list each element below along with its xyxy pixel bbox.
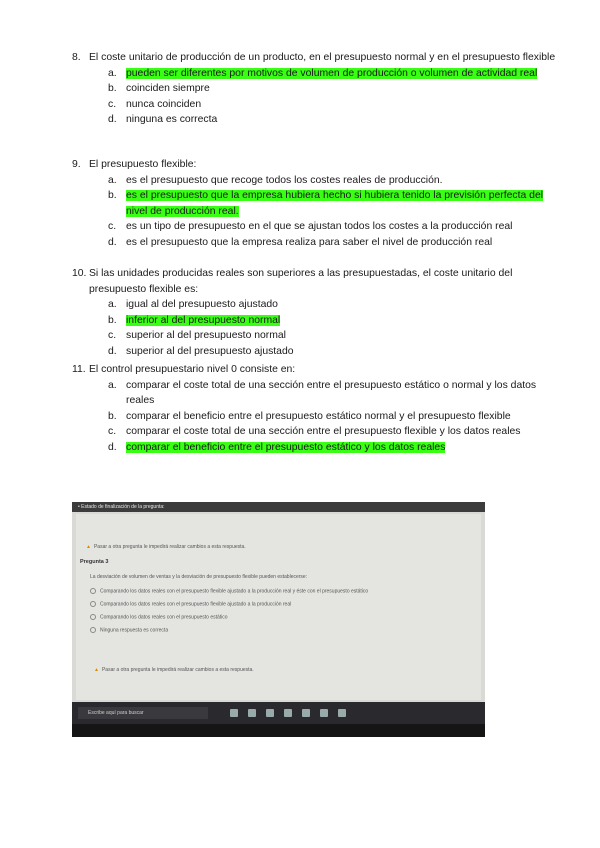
option-a bbox=[108, 297, 562, 313]
option-letter: a. bbox=[108, 379, 117, 391]
option-c bbox=[108, 328, 562, 344]
option-d bbox=[108, 112, 562, 128]
photo-warning-2 bbox=[94, 667, 254, 673]
question-text: El coste unitario de producción de un producto, en el presupuesto normal y en el presupuesto flexible bbox=[89, 52, 556, 63]
option-b bbox=[108, 81, 562, 97]
option-text: es un tipo de presupuesto en el que se ajustan todos los costes a la producción real bbox=[126, 221, 513, 232]
question-8 bbox=[72, 50, 562, 128]
question-9 bbox=[72, 157, 562, 250]
option-text-highlighted: es el presupuesto que la empresa hubiera hecho si hubiera tenido la previsión perfecta del nivel de producción real. bbox=[126, 190, 544, 217]
option-text-highlighted: inferior al del presupuesto normal bbox=[126, 314, 281, 326]
warning-triangle-icon: ▲ bbox=[86, 544, 91, 550]
photo-status-text: • Estado de finalización de la pregunta: bbox=[78, 504, 165, 510]
question-text: El presupuesto flexible: bbox=[89, 159, 197, 170]
options-list bbox=[72, 297, 562, 359]
option-text: igual al del presupuesto ajustado bbox=[126, 299, 278, 310]
radio-icon bbox=[90, 614, 96, 620]
option-text: superior al del presupuesto normal bbox=[126, 330, 286, 341]
option-c bbox=[108, 97, 562, 113]
option-letter: b. bbox=[108, 83, 117, 94]
option-letter: c. bbox=[108, 426, 117, 437]
photo-option bbox=[90, 627, 168, 633]
store-icon bbox=[284, 709, 292, 717]
option-b bbox=[108, 409, 562, 425]
option-letter: b. bbox=[108, 190, 117, 201]
option-text-highlighted: comparar el beneficio entre el presupuesto estático y los datos reales bbox=[126, 441, 446, 453]
photo-search-placeholder: Escribe aquí para buscar bbox=[88, 710, 144, 716]
photo-option-text: Comparando los datos reales con el presupuesto estático bbox=[100, 614, 228, 621]
option-text: superior al del presupuesto ajustado bbox=[126, 345, 294, 357]
photo-option bbox=[90, 601, 291, 607]
photo-top-bar bbox=[72, 502, 485, 512]
option-letter: c. bbox=[108, 98, 117, 110]
option-text: ninguna es correcta bbox=[126, 114, 218, 125]
photo-option bbox=[90, 614, 228, 620]
option-letter: b. bbox=[108, 410, 117, 422]
options-list bbox=[72, 66, 562, 128]
option-letter: b. bbox=[108, 314, 117, 326]
option-a bbox=[108, 66, 562, 82]
question-number: 9. bbox=[72, 159, 81, 170]
photo-taskbar bbox=[72, 702, 485, 724]
option-letter: c. bbox=[108, 221, 117, 232]
photo-question-title: Pregunta 3 bbox=[80, 559, 109, 565]
option-c bbox=[108, 424, 562, 440]
option-letter: d. bbox=[108, 236, 117, 248]
edge-icon bbox=[248, 709, 256, 717]
explorer-icon bbox=[266, 709, 274, 717]
option-text: coinciden siempre bbox=[126, 83, 210, 94]
option-text: es el presupuesto que la empresa realiza para saber el nivel de producción real bbox=[126, 236, 493, 248]
option-text: comparar el coste total de una sección entre el presupuesto flexible y los datos reales bbox=[126, 426, 521, 437]
photo-option bbox=[90, 588, 368, 594]
photo-option-text: Comparando los datos reales con el presupuesto flexible ajustado a la producción real bbox=[100, 601, 292, 608]
option-letter: a. bbox=[108, 299, 117, 310]
option-letter: d. bbox=[108, 114, 117, 125]
question-number: 8. bbox=[72, 52, 81, 63]
option-b bbox=[108, 313, 562, 329]
photo-warning-text: Pasar a otra pregunta le impedirá realizar cambios a esta respuesta. bbox=[101, 667, 254, 673]
option-text: comparar el coste total de una sección entre el presupuesto estático o normal y los datos reales bbox=[126, 379, 537, 406]
photo-bottom-edge bbox=[72, 724, 485, 737]
question-text: Si las unidades producidas reales son superiores a las presupuestadas, el coste unitario del presupuesto flexible es: bbox=[89, 268, 513, 295]
option-d bbox=[108, 440, 562, 456]
photo-question-text: La desviación de volumen de ventas y la desviación de presupuesto flexible pueden establecerse: bbox=[90, 574, 308, 580]
task-view-icon bbox=[230, 709, 238, 717]
radio-icon bbox=[90, 588, 96, 594]
radio-icon bbox=[90, 627, 96, 633]
warning-triangle-icon: ▲ bbox=[94, 667, 99, 673]
question-10 bbox=[72, 266, 562, 359]
question-11 bbox=[72, 362, 562, 455]
option-letter: d. bbox=[108, 345, 117, 357]
option-c bbox=[108, 219, 562, 235]
photo-option-text: Comparando los datos reales con el presupuesto flexible ajustado a la producción real y éste con el presupuesto estático bbox=[100, 588, 369, 595]
option-a bbox=[108, 378, 562, 409]
option-letter: a. bbox=[108, 174, 117, 186]
options-list bbox=[72, 173, 562, 251]
option-text: es el presupuesto que recoge todos los costes reales de producción. bbox=[126, 174, 443, 186]
option-letter: d. bbox=[108, 441, 117, 453]
option-letter: c. bbox=[108, 330, 117, 341]
photo-search-box bbox=[78, 707, 208, 719]
radio-icon bbox=[90, 601, 96, 607]
photo-warning-text: Pasar a otra pregunta le impedirá realizar cambios a esta respuesta. bbox=[93, 544, 246, 550]
option-d bbox=[108, 344, 562, 360]
firefox-icon bbox=[302, 709, 310, 717]
option-b bbox=[108, 188, 562, 219]
option-text: nunca coinciden bbox=[126, 98, 202, 110]
photo-warning-1 bbox=[86, 544, 246, 550]
options-list bbox=[72, 378, 562, 456]
screen-photo bbox=[72, 502, 485, 737]
question-number: 11. bbox=[72, 364, 86, 375]
question-text: El control presupuestario nivel 0 consiste en: bbox=[89, 364, 296, 375]
option-a bbox=[108, 173, 562, 189]
app-icon bbox=[338, 709, 346, 717]
question-number: 10. bbox=[72, 268, 87, 279]
option-text: comparar el beneficio entre el presupuesto estático normal y el presupuesto flexible bbox=[126, 410, 511, 422]
option-letter: a. bbox=[108, 67, 117, 79]
option-d bbox=[108, 235, 562, 251]
photo-option-text: Ninguna respuesta es correcta bbox=[100, 627, 169, 634]
photo-quiz-page bbox=[76, 514, 481, 700]
option-text-highlighted: pueden ser diferentes por motivos de volumen de producción o volumen de actividad real bbox=[126, 67, 538, 79]
app-icon bbox=[320, 709, 328, 717]
